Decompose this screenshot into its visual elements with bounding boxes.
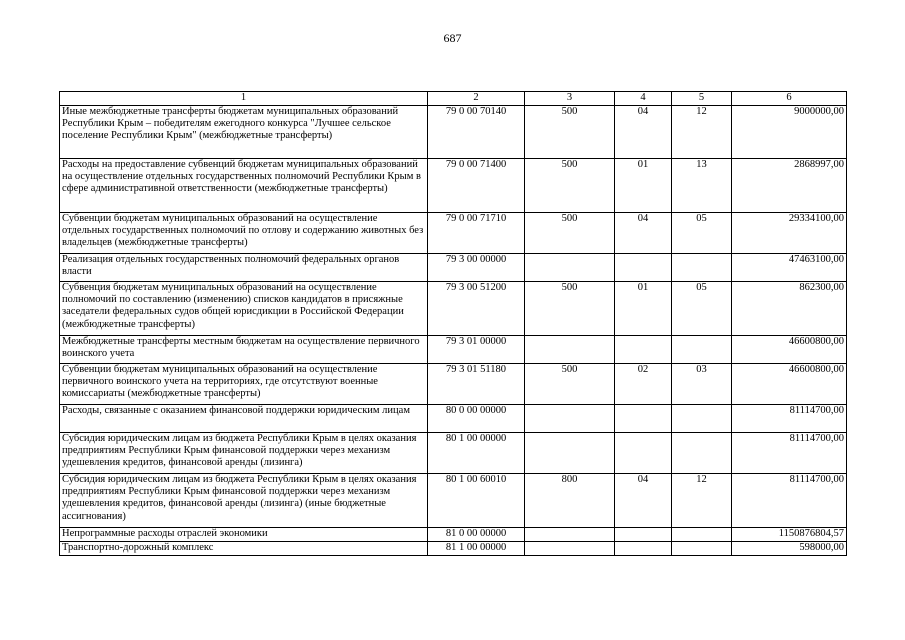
- row-name: Транспортно-дорожный комплекс: [60, 542, 428, 556]
- row-amount: 81114700,00: [732, 405, 847, 433]
- page-number: 687: [443, 31, 462, 45]
- row-name: Расходы на предоставление субвенций бюджетам муниципальных образований на осуществление отдельных государственных полномочий Республики Крым в сфере административной ответственности (межбюджетные трансферты): [60, 159, 428, 213]
- row-subsection: 12: [672, 106, 732, 159]
- row-amount: 9000000,00: [732, 106, 847, 159]
- row-code: 80 1 00 60010: [428, 474, 525, 528]
- row-name: Субвенции бюджетам муниципальных образований на осуществление отдельных государственных полномочий по отлову и содержанию животных без владельцев (межбюджетные трансферты): [60, 213, 428, 254]
- row-expense-type: [525, 433, 615, 474]
- budget-table: [59, 91, 847, 556]
- row-subsection: 03: [672, 364, 732, 405]
- row-name: Субсидия юридическим лицам из бюджета Республики Крым в целях оказания предприятиям Республики Крым финансовой поддержки через механизм удешевления кредитов, финансовой аренды (лизинга) (иные бюджетные ассигнования): [60, 474, 428, 528]
- row-subsection: [672, 336, 732, 364]
- row-expense-type: 500: [525, 213, 615, 254]
- row-amount: 1150876804,57: [732, 528, 847, 542]
- row-code: 79 0 00 71400: [428, 159, 525, 213]
- row-subsection: 12: [672, 474, 732, 528]
- row-section: 04: [615, 213, 672, 254]
- row-section: [615, 433, 672, 474]
- row-code: 80 0 00 00000: [428, 405, 525, 433]
- row-amount: 81114700,00: [732, 433, 847, 474]
- table-row: [60, 405, 847, 433]
- table-row: [60, 542, 847, 556]
- row-name: Субвенции бюджетам муниципальных образований на осуществление первичного воинского учета на территориях, где отсутствуют военные комиссариаты (межбюджетные трансферты): [60, 364, 428, 405]
- header-col-1: 1: [60, 92, 428, 106]
- row-subsection: 13: [672, 159, 732, 213]
- row-amount: 46600800,00: [732, 336, 847, 364]
- row-section: 04: [615, 106, 672, 159]
- row-name: Межбюджетные трансферты местным бюджетам на осуществление первичного воинского учета: [60, 336, 428, 364]
- row-code: 79 3 00 51200: [428, 282, 525, 336]
- row-section: 02: [615, 364, 672, 405]
- row-expense-type: [525, 254, 615, 282]
- row-amount: 46600800,00: [732, 364, 847, 405]
- row-subsection: [672, 433, 732, 474]
- header-col-3: 3: [525, 92, 615, 106]
- row-expense-type: 500: [525, 106, 615, 159]
- header-col-5: 5: [672, 92, 732, 106]
- row-subsection: [672, 528, 732, 542]
- table-row: [60, 528, 847, 542]
- table-row: [60, 106, 847, 159]
- row-expense-type: [525, 405, 615, 433]
- table-row: [60, 254, 847, 282]
- row-section: 01: [615, 282, 672, 336]
- row-name: Иные межбюджетные трансферты бюджетам муниципальных образований Республики Крым – победителям ежегодного конкурса "Лучшее сельское поселение Республики Крым" (межбюджетные трансферты): [60, 106, 428, 159]
- row-subsection: [672, 542, 732, 556]
- table-row: [60, 433, 847, 474]
- row-amount: 47463100,00: [732, 254, 847, 282]
- row-code: 79 0 00 71710: [428, 213, 525, 254]
- row-code: 79 3 00 00000: [428, 254, 525, 282]
- row-expense-type: 800: [525, 474, 615, 528]
- table-row: [60, 159, 847, 213]
- row-code: 80 1 00 00000: [428, 433, 525, 474]
- row-subsection: [672, 254, 732, 282]
- row-expense-type: [525, 528, 615, 542]
- table-row: [60, 336, 847, 364]
- row-name: Субвенция бюджетам муниципальных образований на осуществление полномочий по составлению (изменению) списков кандидатов в присяжные заседатели федеральных судов общей юрисдикции в Российской Федерации (межбюджетные трансферты): [60, 282, 428, 336]
- header-col-2: 2: [428, 92, 525, 106]
- header-col-6: 6: [732, 92, 847, 106]
- row-expense-type: 500: [525, 364, 615, 405]
- row-amount: 81114700,00: [732, 474, 847, 528]
- row-section: [615, 528, 672, 542]
- row-code: 79 0 00 70140: [428, 106, 525, 159]
- row-section: 01: [615, 159, 672, 213]
- row-code: 79 3 01 51180: [428, 364, 525, 405]
- header-col-4: 4: [615, 92, 672, 106]
- row-section: [615, 405, 672, 433]
- row-expense-type: 500: [525, 159, 615, 213]
- row-subsection: 05: [672, 213, 732, 254]
- row-amount: 862300,00: [732, 282, 847, 336]
- row-name: Реализация отдельных государственных полномочий федеральных органов власти: [60, 254, 428, 282]
- row-amount: 598000,00: [732, 542, 847, 556]
- row-expense-type: [525, 542, 615, 556]
- row-section: 04: [615, 474, 672, 528]
- row-amount: 2868997,00: [732, 159, 847, 213]
- table-row: [60, 213, 847, 254]
- row-code: 79 3 01 00000: [428, 336, 525, 364]
- row-subsection: [672, 405, 732, 433]
- table-row: [60, 474, 847, 528]
- row-section: [615, 542, 672, 556]
- row-section: [615, 254, 672, 282]
- row-expense-type: [525, 336, 615, 364]
- row-code: 81 0 00 00000: [428, 528, 525, 542]
- row-name: Расходы, связанные с оказанием финансовой поддержки юридическим лицам: [60, 405, 428, 433]
- table-row: [60, 364, 847, 405]
- table-row: [60, 282, 847, 336]
- table-body: [60, 106, 847, 556]
- header-row: [60, 92, 847, 106]
- row-code: 81 1 00 00000: [428, 542, 525, 556]
- row-section: [615, 336, 672, 364]
- row-name: Непрограммные расходы отраслей экономики: [60, 528, 428, 542]
- row-expense-type: 500: [525, 282, 615, 336]
- row-name: Субсидия юридическим лицам из бюджета Республики Крым в целях оказания предприятиям Республики Крым финансовой поддержки через механизм удешевления кредитов, финансовой аренды (лизинга): [60, 433, 428, 474]
- row-subsection: 05: [672, 282, 732, 336]
- row-amount: 29334100,00: [732, 213, 847, 254]
